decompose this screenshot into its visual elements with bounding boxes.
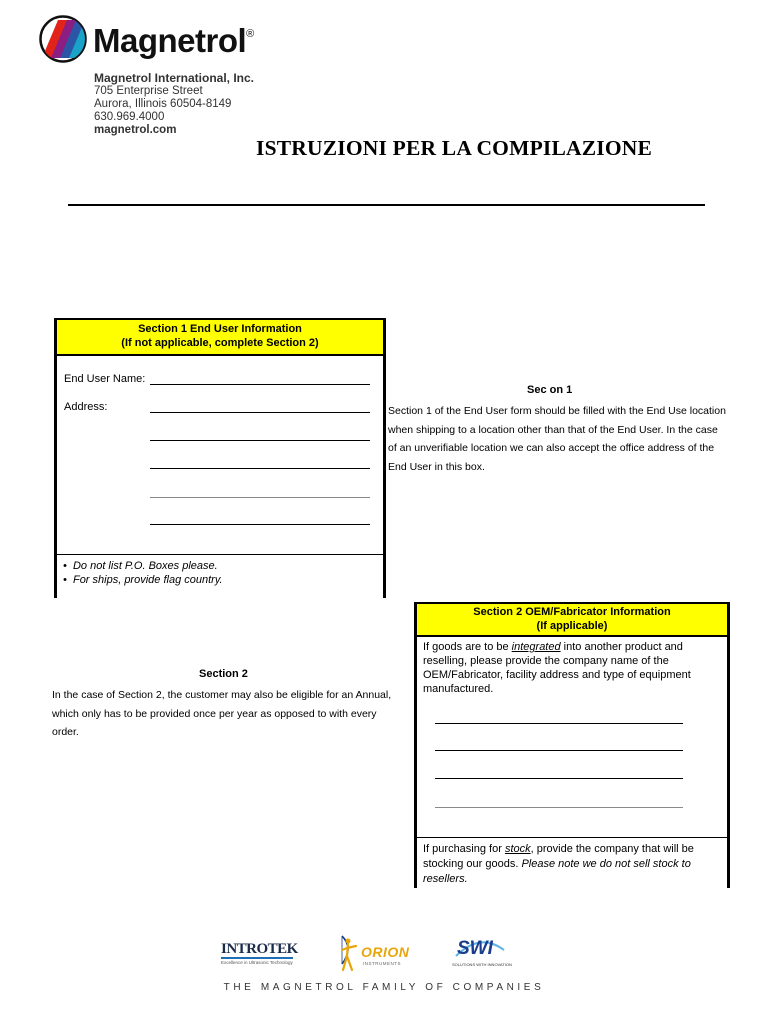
- end-user-name-line: [150, 384, 370, 385]
- introtek-wordmark: INTROTEK: [221, 941, 298, 957]
- company-street: 705 Enterprise Street: [94, 85, 203, 97]
- introtek-tagline: Excellence in Ultrasonic Technology: [221, 960, 293, 965]
- oem-line-3: [435, 778, 683, 779]
- page-title: ISTRUZIONI PER LA COMPILAZIONE: [256, 136, 653, 160]
- address-line-5: [150, 524, 370, 525]
- company-phone: 630.969.4000: [94, 111, 165, 123]
- oem-line-2: [435, 750, 683, 751]
- logo-wordmark: Magnetrol®: [93, 22, 254, 59]
- magnetrol-logo-icon: [38, 14, 88, 64]
- company-address-block: [94, 72, 254, 137]
- oem-line-4: [435, 807, 683, 808]
- section1-body: Section 1 of the End User form should be filled with the End Use location when shipping to a location other than that of the End User. In the case of an unverifiable location we can also accept the office address of the End User in this box.: [388, 405, 726, 473]
- address-line-1: [150, 412, 370, 413]
- introtek-logo: [221, 941, 298, 965]
- section2-title: Section 2: [199, 668, 248, 680]
- address-line-4: [150, 497, 370, 498]
- section2-body: In the case of Section 2, the customer may also be eligible for an Annual, which only has to be provided once per year as opposed to with every order.: [52, 689, 392, 738]
- section1-header-line1: Section 1 End User Information: [138, 323, 302, 335]
- section2-stock-note: If purchasing for stock, provide the company that will be stocking our goods. Please note we do not sell stock to resellers.: [423, 843, 694, 885]
- title-divider: [68, 204, 705, 206]
- section1-notes-divider: [57, 554, 383, 555]
- note-item: • Do not list P.O. Boxes please.: [63, 560, 218, 572]
- swi-wordmark: SWI: [457, 938, 493, 959]
- section1-notes: [63, 559, 223, 587]
- section2-form-image: [414, 602, 730, 888]
- orion-wordmark: ORION: [361, 944, 410, 960]
- section2-header-line1: Section 2 OEM/Fabricator Information: [473, 606, 671, 618]
- section1-form-image: [54, 318, 386, 598]
- company-name: Magnetrol International, Inc.: [94, 71, 255, 85]
- section1-title: Sec on 1: [527, 384, 573, 396]
- family-of-companies-caption: THE MAGNETROL FAMILY OF COMPANIES: [223, 982, 545, 993]
- orion-logo: [334, 934, 414, 974]
- address-line-3: [150, 468, 370, 469]
- end-user-name-label: End User Name:: [64, 373, 146, 385]
- oem-line-1: [435, 723, 683, 724]
- section2-header-line2: (If applicable): [536, 620, 608, 632]
- note-item: • For ships, provide flag country.: [63, 574, 223, 586]
- section2-form-header: [417, 602, 727, 637]
- company-city: Aurora, Illinois 60504-8149: [94, 98, 232, 110]
- swi-tagline: SOLUTIONS WITH INNOVATION: [452, 962, 512, 967]
- section1-form-header: [57, 318, 383, 356]
- section2-intro: If goods are to be integrated into another product and reselling, please provide the company name of the OEM/Fabricator, facility address and type of equipment manufactured.: [423, 641, 691, 695]
- archer-icon: [334, 934, 360, 974]
- company-website: magnetrol.com: [94, 124, 177, 136]
- section1-header-line2: (If not applicable, complete Section 2): [121, 337, 319, 349]
- address-label: Address:: [64, 401, 108, 413]
- address-line-2: [150, 440, 370, 441]
- orion-subtitle: INSTRUMENTS: [363, 961, 401, 966]
- swi-logo: [452, 936, 512, 972]
- section2-foot-divider: [417, 837, 727, 838]
